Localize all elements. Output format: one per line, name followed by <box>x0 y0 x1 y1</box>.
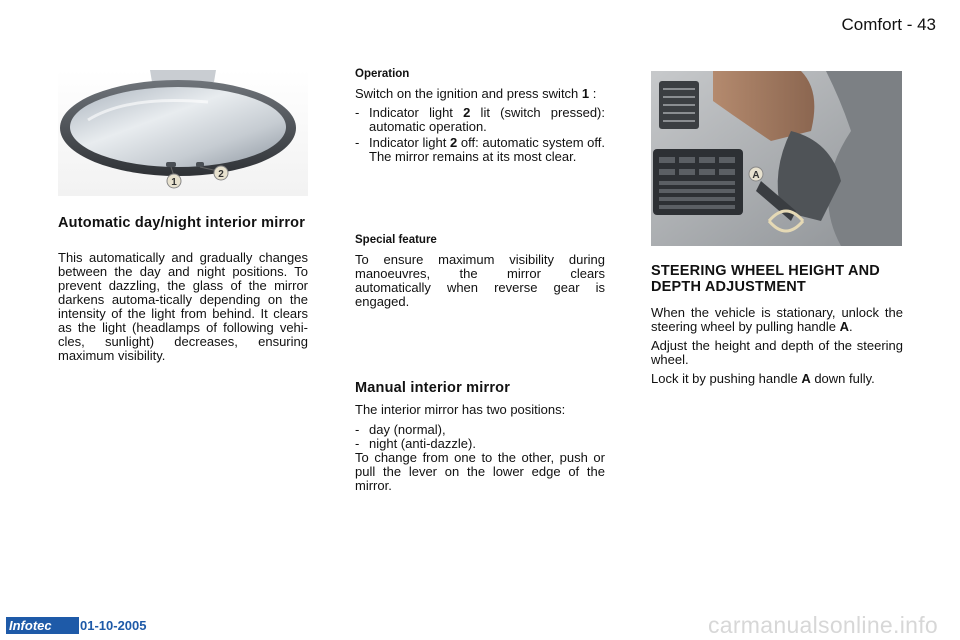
handle-ref: A <box>801 371 811 386</box>
list-item <box>355 423 605 437</box>
steering-p1-end: . <box>849 319 853 334</box>
steering-p2: Adjust the height and depth of the steering wheel. <box>651 338 903 367</box>
section-heading-auto-mirror: Automatic day/night interior mirror <box>58 215 306 231</box>
list-dash: - <box>355 135 360 150</box>
steering-section <box>651 306 903 391</box>
auto-mirror-body: This automatically and gradually changes between the day and night positions. To prevent dazzling, the glass of the mirror darkens automa-tically depending on the intensity of the light from behind. It clears as the light (headlamps of following vehi-cles, sunlight) decreases, ensuring maximum visibility. <box>58 250 308 363</box>
list-text <box>369 136 605 164</box>
special-feature-heading: Special feature <box>355 234 437 246</box>
section-heading-steering: STEERING WHEEL HEIGHT AND DEPTH ADJUSTMENT <box>651 263 880 295</box>
manual-mirror-section <box>355 380 605 498</box>
list-text <box>369 106 605 134</box>
list-item <box>355 437 605 451</box>
list-dash: - <box>355 422 360 437</box>
page-title: Comfort - 43 <box>841 15 936 34</box>
callout-1: 1 <box>171 177 177 188</box>
list-item <box>355 136 605 164</box>
steering-p1-text: When the vehicle is stationary, unlock the steering wheel by pulling handle <box>651 305 903 334</box>
operation-section <box>355 67 605 166</box>
steering-illustration <box>651 71 902 246</box>
steering-p1 <box>651 306 903 334</box>
manual-intro: The interior mirror has two positions: <box>355 402 566 417</box>
list-dash: - <box>355 436 360 451</box>
handle-ref: A <box>839 319 850 334</box>
switch-ref: 1 <box>581 86 590 101</box>
list-text-pre: Indicator light <box>369 135 450 150</box>
operation-sentence: Switch on the ignition and press switch <box>355 86 579 101</box>
list-dash: - <box>355 105 360 120</box>
callout-2: 2 <box>218 169 224 180</box>
manual-text: To change from one to the other, push or pull the lever on the lower edge of the mirror. <box>355 450 605 493</box>
section-heading-manual-mirror: Manual interior mirror <box>355 380 511 396</box>
operation-heading: Operation <box>355 68 410 80</box>
mirror-illustration <box>58 70 308 196</box>
footer-date: 01-10-2005 <box>80 618 147 633</box>
operation-colon: : <box>589 86 597 101</box>
list-text-post: off: automatic system off. The mirror remains at its most clear. <box>369 135 605 164</box>
special-feature-text: To ensure maximum visibility during manoeuvres, the mirror clears automatically when reverse gear is engaged. <box>355 252 605 309</box>
list-item <box>355 106 605 134</box>
steering-p3-text: Lock it by pushing handle <box>651 371 802 386</box>
callout-a: A <box>752 170 760 181</box>
list-text-post: lit (switch pressed): automatic operation. <box>369 105 605 134</box>
steering-p3-end: down fully. <box>810 371 875 386</box>
infotec-badge: Infotec <box>6 617 79 634</box>
list-text: day (normal), <box>369 422 446 437</box>
list-text-pre: Indicator light <box>369 105 464 120</box>
special-feature-section <box>355 233 605 314</box>
list-text: night (anti-dazzle). <box>369 436 476 451</box>
indicator-ref: 2 <box>450 135 458 150</box>
operation-text <box>355 87 605 101</box>
indicator-ref: 2 <box>463 105 471 120</box>
steering-p3 <box>651 372 903 386</box>
watermark: carmanualsonline.info <box>707 612 938 638</box>
